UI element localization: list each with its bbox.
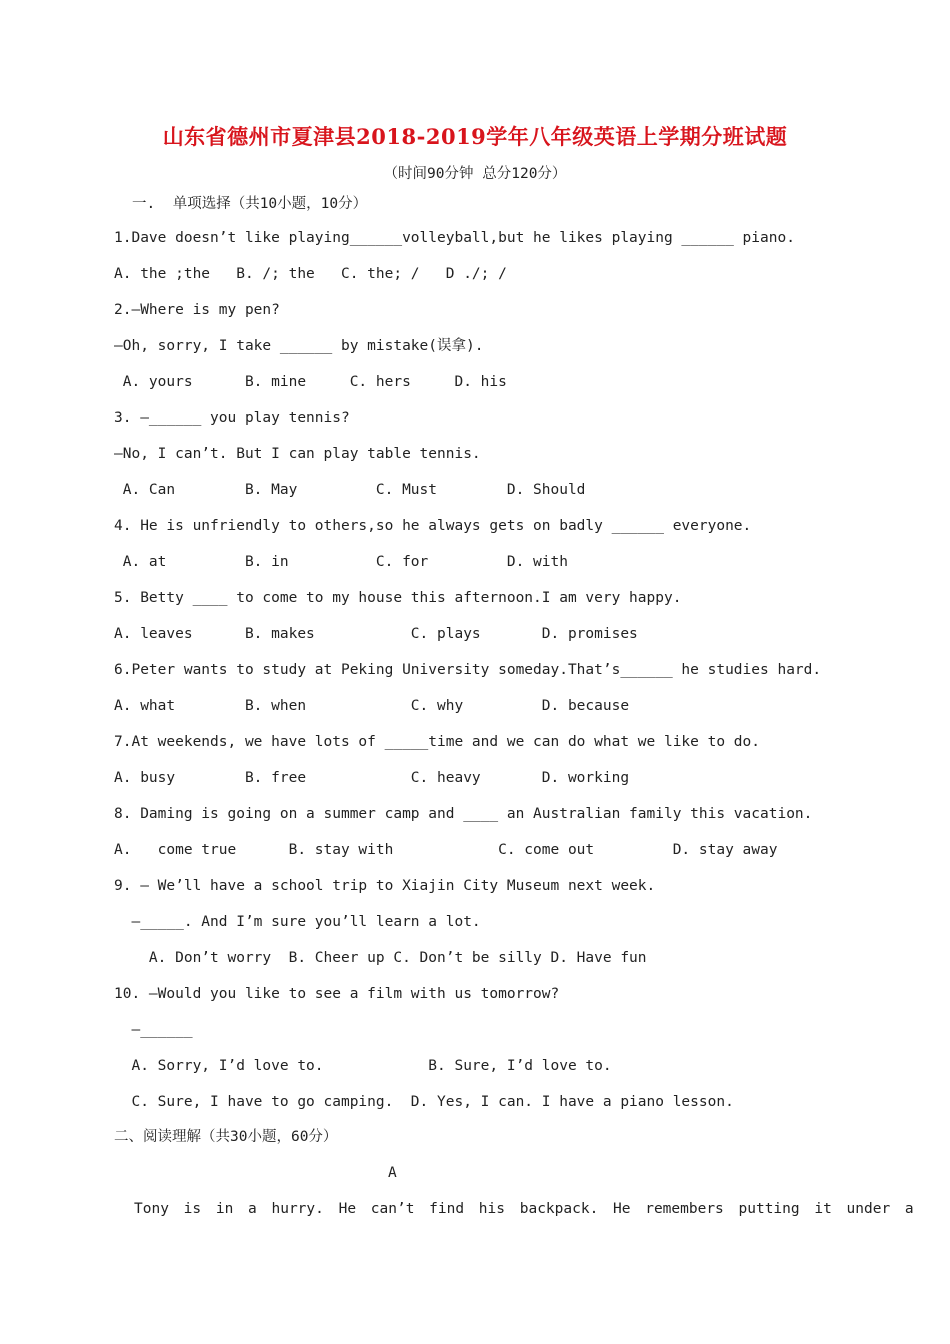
page-title: 山东省德州市夏津县2018-2019学年八年级英语上学期分班试题 <box>162 124 788 149</box>
question-line: 8. Daming is going on a summer camp and ____ an Australian family this vacation. <box>114 806 813 822</box>
question-line: 2.—Where is my pen? <box>114 302 280 318</box>
question-line: 6.Peter wants to study at Peking University someday.That’s______ he studies hard. <box>114 662 822 678</box>
question-line: A. busy B. free C. heavy D. working <box>114 770 630 786</box>
question-line: 4. He is unfriendly to others,so he always gets on badly ______ everyone. <box>114 518 752 534</box>
question-line: —_____. And I’m sure you’ll learn a lot. <box>114 914 481 930</box>
question-line: 1.Dave doesn’t like playing______volleyball,but he likes playing ______ piano. <box>114 230 795 246</box>
page-subtitle: （时间90分钟 总分120分） <box>383 166 567 182</box>
question-line: A. leaves B. makes C. plays D. promises <box>114 626 638 642</box>
question-line: 9. — We’ll have a school trip to Xiajin City Museum next week. <box>114 878 656 894</box>
question-line: —No, I can’t. But I can play table tennis. <box>114 446 481 462</box>
passage-first-line: Tony is in a hurry. He can’t find his backpack. He remembers putting it under a <box>134 1201 914 1217</box>
question-line: A. Sorry, I’d love to. B. Sure, I’d love to. <box>114 1058 612 1074</box>
question-line: —______ <box>114 1022 193 1038</box>
question-line: A. the ;the B. /; the C. the; / D ./; / <box>114 266 507 282</box>
question-line: 7.At weekends, we have lots of _____time and we can do what we like to do. <box>114 734 761 750</box>
question-line: A. what B. when C. why D. because <box>114 698 630 714</box>
question-line: 3. —______ you play tennis? <box>114 410 350 426</box>
question-line: 10. —Would you like to see a film with us tomorrow? <box>114 986 560 1002</box>
question-line: —Oh, sorry, I take ______ by mistake(误拿). <box>114 338 484 354</box>
question-line: 5. Betty ____ to come to my house this afternoon.I am very happy. <box>114 590 682 606</box>
section-1-heading: 一. 单项选择（共10小题，10分） <box>132 196 368 212</box>
question-line: A. come true B. stay with C. come out D. stay away <box>114 842 778 858</box>
question-line: A. Can B. May C. Must D. Should <box>114 482 586 498</box>
question-line: C. Sure, I have to go camping. D. Yes, I can. I have a piano lesson. <box>114 1094 734 1110</box>
passage-label: A <box>388 1165 397 1181</box>
section-2-heading: 二、阅读理解（共30小题，60分） <box>114 1129 338 1145</box>
question-line: A. Don’t worry B. Cheer up C. Don’t be silly D. Have fun <box>114 950 647 966</box>
question-line: A. at B. in C. for D. with <box>114 554 568 570</box>
question-line: A. yours B. mine C. hers D. his <box>114 374 507 390</box>
